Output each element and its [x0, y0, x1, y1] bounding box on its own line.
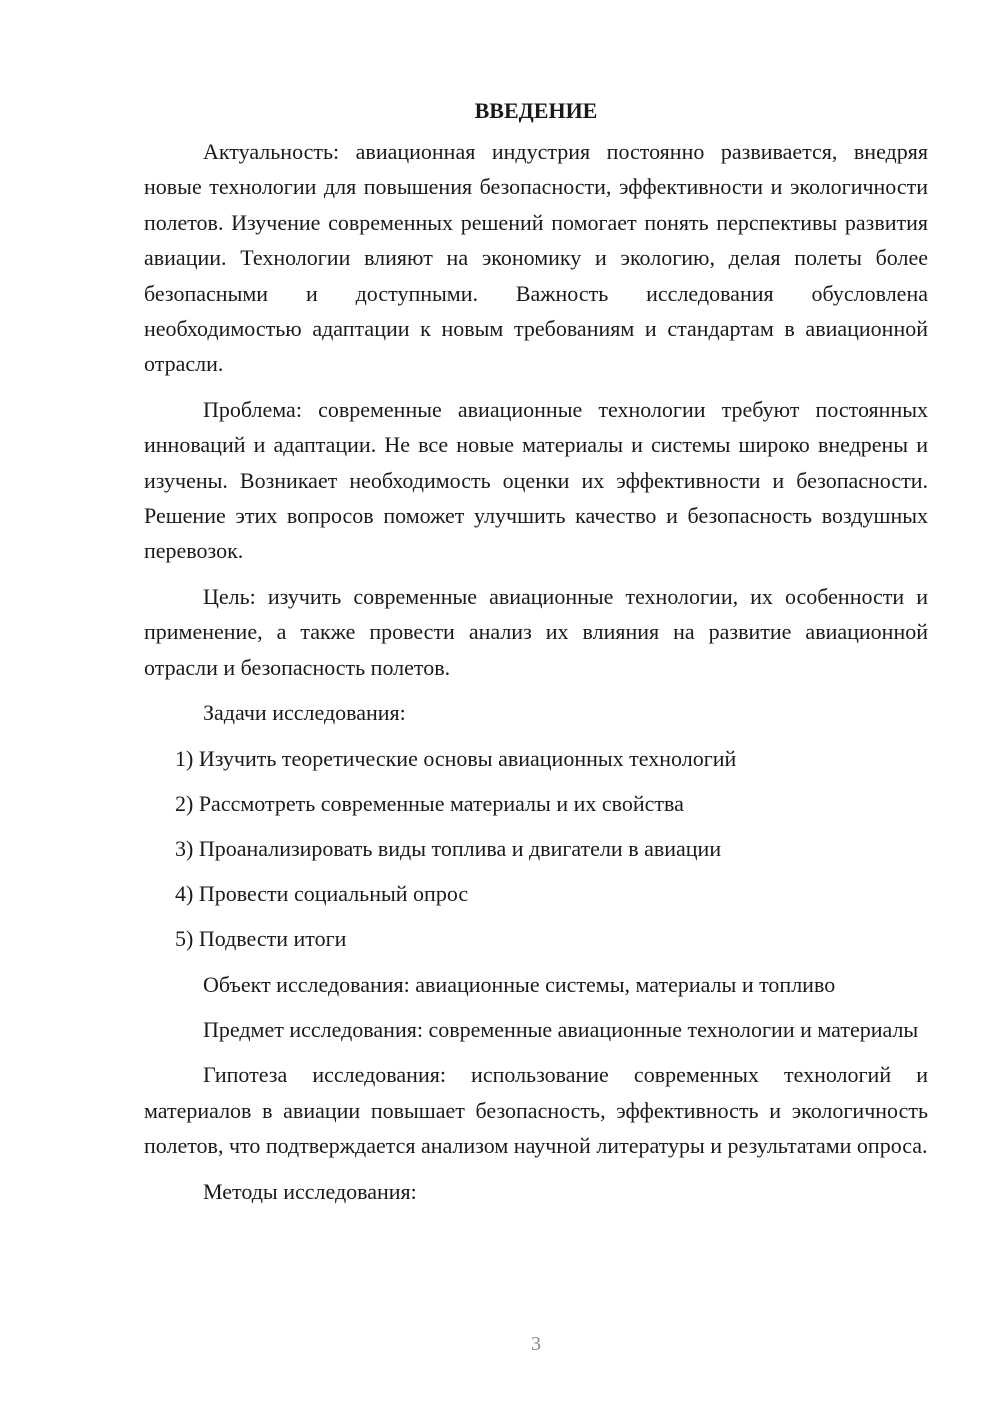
tasks-list — [144, 741, 928, 957]
problem-paragraph: Проблема: современные авиационные технологии требуют постоянных инноваций и адаптации. Не все новые материалы и системы широко внедрены и изучены. Возникает необходимость оценки их эффективности и безопасности. Решение этих вопросов поможет улучшить качество и безопасность воздушных перевозок. — [144, 396, 928, 564]
list-item: 3) Проанализировать виды топлива и двигатели в авиации — [175, 835, 722, 861]
list-item: 2) Рассмотреть современные материалы и их свойства — [175, 790, 684, 816]
hypothesis-paragraph: Гипотеза исследования: использование современных технологий и материалов в авиации повышает безопасность, эффективность и экологичность полетов, что подтверждается анализом научной литературы и результатами опроса. — [144, 1062, 928, 1159]
list-item: 1) Изучить теоретические основы авиационных технологий — [175, 745, 737, 771]
relevance-paragraph: Актуальность: авиационная индустрия постоянно развивается, внедряя новые технологии для повышения безопасности, эффективности и экологичности полетов. Изучение современных решений помогает понять перспективы развития авиации. Технологии влияют на экономику и экологию, делая полеты более безопасными и доступными. Важность исследования обусловлена необходимостью адаптации к новым требованиям и стандартам в авиационной отрасли. — [144, 139, 928, 377]
tasks-heading: Задачи исследования: — [203, 700, 406, 726]
subject-paragraph: Предмет исследования: современные авиационные технологии и материалы — [203, 1016, 919, 1042]
object-paragraph: Объект исследования: авиационные системы, материалы и топливо — [203, 971, 836, 997]
page-number: 3 — [531, 1333, 541, 1355]
goal-paragraph: Цель: изучить современные авиационные технологии, их особенности и применение, а также провести анализ их влияния на развитие авиационной отрасли и безопасность полетов. — [144, 583, 928, 680]
list-item: 4) Провести социальный опрос — [175, 881, 469, 907]
page-title: ВВЕДЕНИЕ — [474, 98, 598, 123]
list-item: 5) Подвести итоги — [175, 926, 347, 952]
page-content — [144, 96, 928, 1219]
methods-heading: Методы исследования: — [203, 1178, 417, 1204]
